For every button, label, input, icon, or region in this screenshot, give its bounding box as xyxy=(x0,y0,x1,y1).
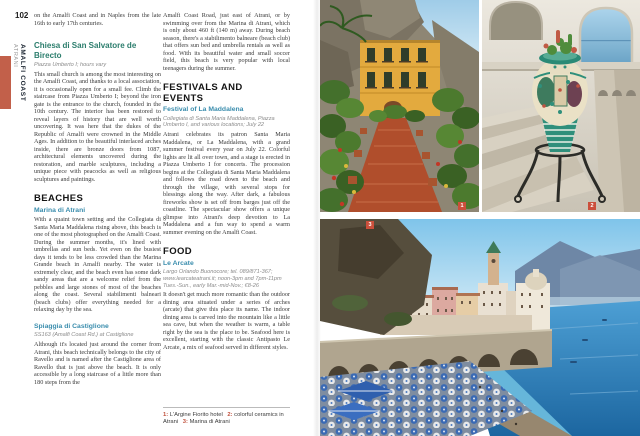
body-paragraph: With a quaint town setting and the Collegiata di Santa Maria Maddalena rising above, this beach is one of the most photographed on the Amalfi Coast. During the summer months, it's lined with umbrellas and sun beds. Yet even on the busiest days it tends to be less crowded than the Marina Grande beach in Amalfi nearby. The water is extremely clear, and the beach even has some dark sandy areas that are a welcome relief from the pebbles and large stones of most of the beaches along the coast. Several stabilimenti balneari (beach clubs) offer everything needed for a relaxing day by the sea. xyxy=(34,216,161,314)
chapter-tab-section-label: ATRANI xyxy=(12,44,18,68)
caption-item xyxy=(183,419,230,425)
hotel-garden-illustration xyxy=(320,0,479,212)
caption-text: colorful ceramics in Atrani xyxy=(163,411,284,425)
body-paragraph: Atrani celebrates its patron Santa Maria Maddalena, or La Maddalena, with a grand summer festival every year on July 22. Colorful lights are lit all over town, and a stage is erected in Piazza Umberto I for concerts. The procession begins at the Collegiata di Santa Maria Maddalena and follows the road down to the beach and through the village, with several stops for blessings along the way. After dark, a fabulous fireworks show is set off from barges just off the coastline. The spectacular show offers a unique glimpse into Atrani's deep devotion to La Maddalena and a fun way to spend a warm summer evening on the Amalfi Coast. xyxy=(163,131,290,236)
sight-details: Piazza Umberto I; hours vary xyxy=(34,62,107,68)
page-number: 102 xyxy=(15,11,29,20)
photo-badge-1: 1 xyxy=(458,202,466,210)
caption-text: L'Argine Fiorito hotel xyxy=(169,411,223,418)
caption-text: Marina di Atrani xyxy=(189,418,230,425)
section-heading-festivals: FESTIVALS AND EVENTS xyxy=(163,82,243,104)
body-paragraph: This small church is among the most interesting on the Amalfi Coast, and thanks to a local association, it is occasionally open for a small fee. Climb the staircase from Piazza Umberto I; beyond the iron gate is the entrance to the church, founded in the 10th century. The interior has been restored to reveal layers of history that are well worth uncovering. It was here that the dukes of the Republic of Amalfi were crowned in the Middle Ages. In addition to the beautiful interlaced arches inside, there are bronze doors from 1087, architectural elements uncovered during the restoration, and marble sculptures, including a unique piece with peacocks as well as religious sculptures and paintings. xyxy=(34,70,161,183)
text-column-2 xyxy=(163,0,290,436)
listing-details: Largo Orlando Buonocore; tel. 089/871-367; www.learcateatrani.it; noon-3pm and 7pm-11pm Tues.-Sun., early Mar.-mid-Nov.; €8-26 xyxy=(163,269,282,289)
chapter-tab-region-label: AMALFI COAST xyxy=(19,44,26,102)
marina-beach-illustration xyxy=(320,219,640,436)
ceramic-vase-illustration xyxy=(482,0,640,212)
photo-ceramic-vase xyxy=(482,0,640,212)
photo-badge-3: 3 xyxy=(366,221,374,229)
listing-title-festival-la-maddalena: Festival of La Maddalena xyxy=(163,106,244,113)
text-column-1 xyxy=(34,0,161,436)
photo-hotel-garden xyxy=(320,0,479,212)
caption-number: 3: xyxy=(182,418,188,425)
section-heading-food: FOOD xyxy=(163,246,193,258)
body-paragraph: Amalfi Coast Road, just east of Atrani, or by swimming over from the Marina di Atrani, which is only about 460 ft (140 m) away. During beach season, there's a stabilimento balneare (beach club) that offers sun bed and umbrella rentals as well as food. With its beautiful water and small soccer field, this beach is very popular with local teenagers during the summer. xyxy=(163,12,290,72)
caption-number: 2: xyxy=(227,411,233,418)
listing-title-spiaggia-di-castiglione: Spiaggia di Castiglione xyxy=(34,322,109,330)
body-paragraph: on the Amalfi Coast and in Naples from the late 16th to early 17th centuries. xyxy=(34,12,161,27)
body-paragraph: Although it's located just around the corner from Atrani, this beach technically belongs to the city of Ravello and is named after the Castiglione area of Ravello that is just above the beach. It is only accessible by a long staircase of a little more than 180 steps from the xyxy=(34,341,161,386)
sight-title: Chiesa di San Salvatore de Birecto xyxy=(34,41,137,60)
photo-caption xyxy=(163,407,290,426)
body-paragraph: It doesn't get much more romantic than the outdoor dining area situated under a series of arches (arcate) that give this place its name. The indoor dining area is carved into the mountain like a little sea cave, but when the weather is warm, a table right by the sea is the place to be. Seafood here is excellent, starting with the classic Antipasto Le Arcate, a mix of seafood served in different styles. xyxy=(163,291,290,351)
listing-title-le-arcate: Le Arcate xyxy=(163,259,194,267)
photo-marina-di-atrani xyxy=(320,219,640,436)
photo-badge-2: 2 xyxy=(588,202,596,210)
chapter-tab-color-block xyxy=(0,56,11,109)
section-heading-beaches: BEACHES xyxy=(34,193,84,205)
listing-title-marina-di-atrani: Marina di Atrani xyxy=(34,206,86,214)
listing-details: SS163 (Amalfi Coast Rd.) at Castiglione xyxy=(34,332,134,339)
caption-item xyxy=(163,412,223,418)
listing-details: Collegiata di Santa Maria Maddalena, Piazza Umberto I, and various locations; July 22 xyxy=(163,115,275,129)
caption-number: 1: xyxy=(163,411,169,418)
